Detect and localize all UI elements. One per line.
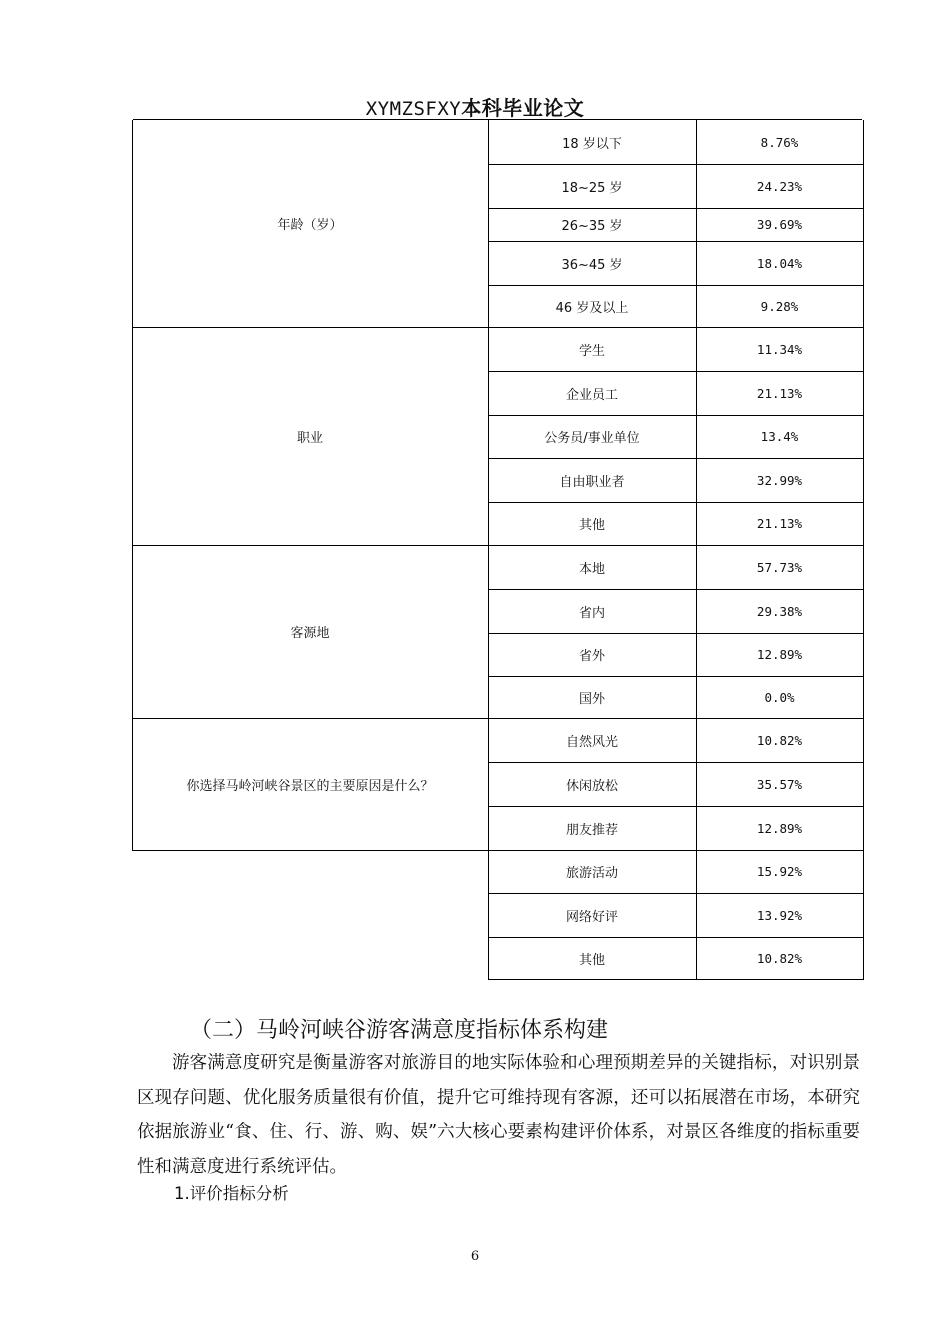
row-divider <box>488 806 864 807</box>
option-cell: 休闲放松 <box>565 778 618 794</box>
percent-cell: 10.82% <box>756 950 803 966</box>
row-divider <box>488 762 864 763</box>
category-cell: 职业 <box>296 430 323 446</box>
header-latin: XYMZSFXY <box>365 98 462 120</box>
body-paragraph: 游客满意度研究是衡量游客对旅游目的地实际体验和心理预期差异的关键指标，对识别景区现存问题、优化服务质量很有价值，提升它可维持现有客源，还可以拓展潜在市场，本研究依据旅游业“食、住、行、游、购、娱”六大核心要素构建评价体系，对景区各维度的指标重要性和满意度进行系统评估。 <box>137 1053 860 1177</box>
row-divider <box>488 718 864 719</box>
row-divider <box>488 164 864 165</box>
option-cell: 企业员工 <box>565 387 618 403</box>
percent-cell: 32.99% <box>756 472 803 488</box>
option-cell: 国外 <box>578 691 605 707</box>
percent-cell: 35.57% <box>756 776 803 792</box>
percent-cell: 57.73% <box>756 559 803 575</box>
row-divider <box>488 458 864 459</box>
row-divider <box>488 285 864 286</box>
sub-title: 1.评价指标分析 <box>174 1184 289 1203</box>
option-cell: 其他 <box>578 952 605 968</box>
row-divider <box>488 502 864 503</box>
section-title: （二）马岭河峡谷游客满意度指标体系构建 <box>190 1018 609 1043</box>
option-cell: 旅游活动 <box>565 866 618 881</box>
option-cell: 36~45 岁 <box>561 257 623 273</box>
right-border <box>863 120 864 980</box>
category-cell: 你选择马岭河峡谷景区的主要原因是什么？ <box>186 778 434 794</box>
option-cell: 18 岁以下 <box>562 136 622 152</box>
row-divider <box>488 371 864 372</box>
percent-cell: 13.92% <box>756 907 803 923</box>
column-divider <box>696 120 697 980</box>
percent-cell: 29.38% <box>756 603 803 619</box>
category-cell: 客源地 <box>290 626 330 641</box>
option-cell: 网络好评 <box>565 909 618 925</box>
option-cell: 省外 <box>578 649 605 664</box>
option-cell: 朋友推荐 <box>565 822 618 838</box>
page-header <box>0 92 950 121</box>
option-cell: 自然风光 <box>565 734 618 750</box>
row-divider <box>488 415 864 416</box>
row-divider <box>488 937 864 938</box>
percent-cell: 12.89% <box>756 647 803 662</box>
row-divider <box>488 208 864 209</box>
header-title: 本科毕业论文 <box>461 96 585 120</box>
row-divider <box>488 979 864 980</box>
percent-cell: 8.76% <box>760 134 799 150</box>
row-divider <box>488 893 864 894</box>
row-divider <box>488 633 864 634</box>
percent-cell: 21.13% <box>756 385 803 401</box>
row-divider <box>488 850 864 851</box>
option-cell: 省内 <box>578 605 605 621</box>
option-cell: 26~35 岁 <box>561 219 623 234</box>
percent-cell: 10.82% <box>756 732 803 748</box>
percent-cell: 24.23% <box>756 178 803 194</box>
option-cell: 其他 <box>578 518 605 533</box>
percent-cell: 21.13% <box>756 516 803 531</box>
row-divider <box>488 676 864 677</box>
percent-cell: 18.04% <box>756 255 803 271</box>
option-cell: 公务员/事业单位 <box>544 431 640 446</box>
row-divider <box>488 545 864 546</box>
percent-cell: 0.0% <box>764 689 795 705</box>
row-divider <box>488 241 864 242</box>
left-border <box>132 120 133 851</box>
page-number: 6 <box>470 1249 480 1264</box>
column-divider <box>488 120 489 980</box>
category-divider <box>132 850 489 851</box>
option-cell: 学生 <box>578 343 605 359</box>
option-cell: 18~25 岁 <box>561 180 623 196</box>
percent-cell: 11.34% <box>756 341 803 357</box>
row-divider <box>488 589 864 590</box>
percent-cell: 12.89% <box>756 820 803 836</box>
percent-cell: 13.4% <box>760 429 799 444</box>
percent-cell: 15.92% <box>756 864 803 879</box>
category-cell: 年龄（岁） <box>277 218 343 233</box>
option-cell: 本地 <box>578 561 605 577</box>
row-divider <box>488 327 864 328</box>
percent-cell: 9.28% <box>760 298 799 314</box>
option-cell: 46 岁及以上 <box>555 300 629 316</box>
percent-cell: 39.69% <box>756 217 803 232</box>
option-cell: 自由职业者 <box>559 474 625 490</box>
